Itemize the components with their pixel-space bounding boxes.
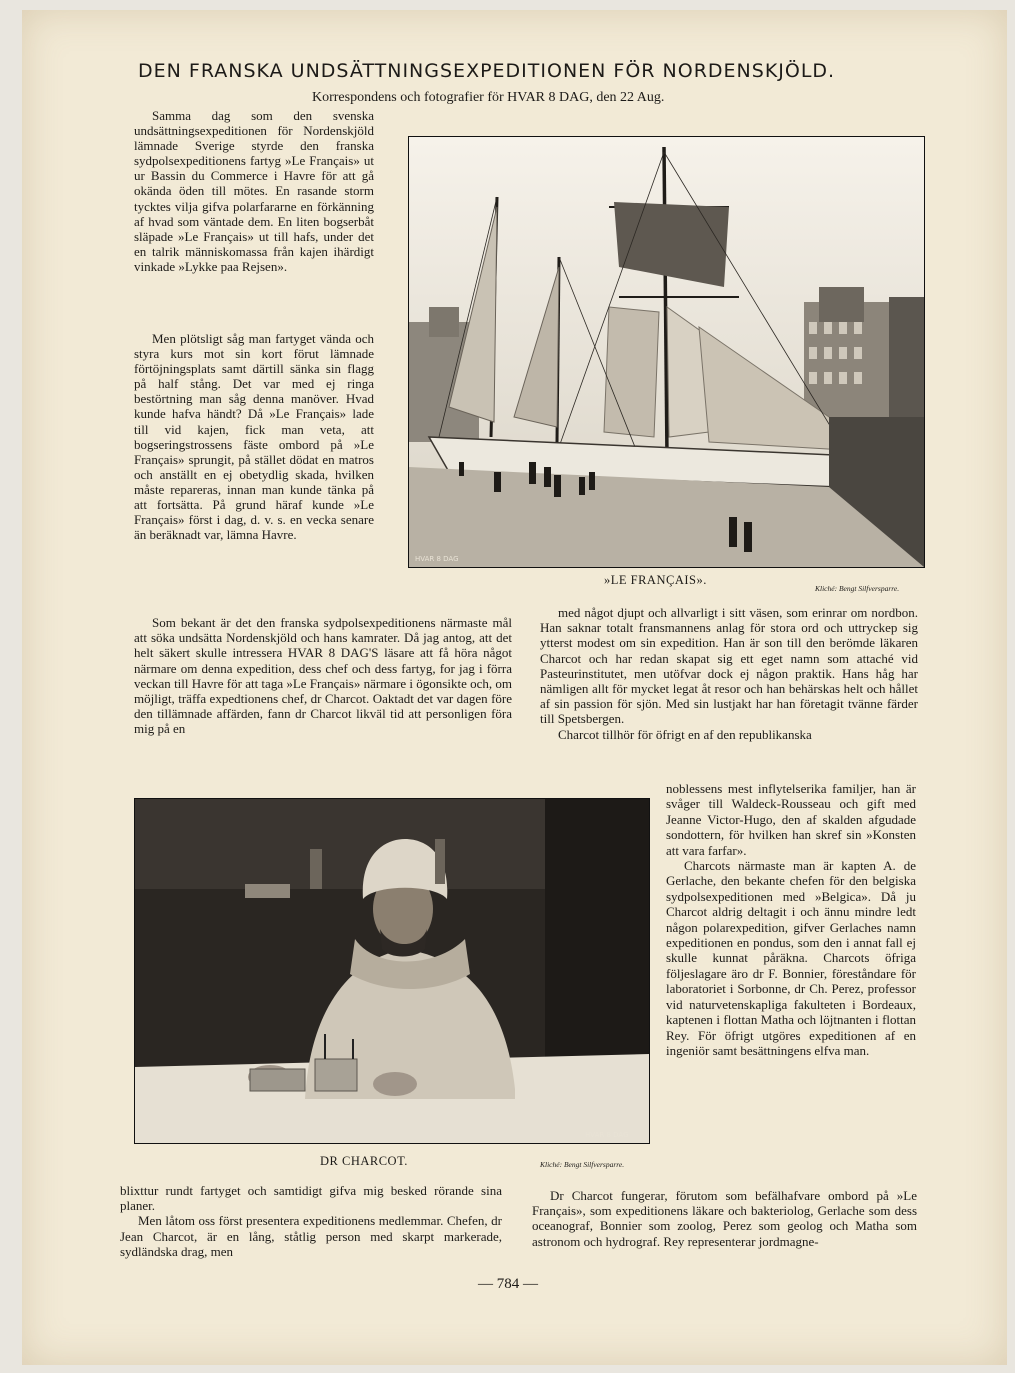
paragraph: Charcot tillhör för öfrigt en af den republikanska: [558, 726, 812, 742]
page-number: — 784 —: [478, 1276, 538, 1292]
paragraph: Som bekant är det den franska sydpolsexpeditionens närmaste mål att söka undsätta Nordenskjöld och hans kamrater. Då jag antog, att det helt säkert skulle intressera HVAR 8 DAG'S läsare att få höra något närmare om denna expedition, dess chef och dess fartyg, for jag i förra veckan till Havre för att taga »Le Français» närmare i ögonsikte och, om möjligt, träffa expedtionens chef, dr Charcot. Oaktadt det var dagen före den tillämnade affärden, fann dr Charcot likväl tid att personligen föra mig på en: [134, 615, 512, 737]
paragraph: med något djupt och allvarligt i sitt väsen, som erinrar om nordbon. Han saknar totalt fransmannens anlag för stora ord och uttryckер sig ytterst modest om sin expedition. Han är son till den berömde läkaren Charcot och har redan skapat sig ett eget namn som attaché vid Pasteurinstitutet, men utöfvar dock ej någon praktik. Hans håg har nämligen allt för mycket legat åt resor och han behärskas helt och hållet af sin passion för sjön. Med sin lustjakt har han företagit tvänne färder till Spetsbergen.: [540, 605, 918, 727]
ship-caption: »LE FRANÇAIS».: [604, 573, 707, 587]
paragraph: Charcots närmaste man är kapten A. de Gerlache, den bekante chefen för den belgiska sydpolsexpeditionen med »Belgica». Då ju Charcot aldrig deltagit i och ännu mindre ledt någon polarexpedition, gifver Gerlaches namn expeditionen en pondus, som den i annat fall ej skulle kunnat påräkna. Charcots öfriga följeslagare äro dr F. Bonnier, föreståndare för laboratoriet i Sorbonne, dr Ch. Perez, professor vid naturvetenskapliga fakulteten i Bordeaux, kaptenen i flottan Matha och löjtnanten i flottan Rey. För öfrigt utgöres expeditionen af en ingeniör samt besättningens elfva man.: [666, 858, 916, 1058]
ship-illustration: [409, 137, 924, 567]
charcot-photo-watermark: HVAR 8 DAG: [585, 1131, 629, 1139]
column-left-lower: [134, 615, 512, 737]
column-left-intro: [134, 108, 374, 274]
ship-photo-watermark: HVAR 8 DAG: [415, 555, 459, 563]
ship-photo-credit: Kliché: Bengt Silfversparre.: [815, 584, 900, 593]
column-right-top: [540, 605, 918, 742]
ship-photograph: [408, 136, 925, 568]
column-left-middle: [134, 331, 374, 542]
paragraph: Men plötsligt såg man fartyget vända och styra kurs mot sin kort förut lämnade förtöjningsplats samt därtill sänka sin flagg på half stång. Det var med ej ringa bestörtning man såg denna manöver. Hvad kunde hafva händt? Då »Le Français» lade till vid kajen, fick man veta, att bogseringstrossens fäste ombord på »Le Français» sprungit, på stället dödat en matros och anställt en ej obetydlig skada, hvilken måste repareras, innan man kunde tänka på att fortsätta. På grund häraf kunde »Le Français» först i dag, d. v. s. en vecka senare än beräknadt var, lämna Havre.: [134, 331, 374, 543]
paragraph: Men låtom oss först presentera expeditionens medlemmar. Chefen, dr Jean Charcot, är en lång, ståtlig person med skarpt markerade, sydländska drag, men: [120, 1213, 502, 1259]
charcot-caption: DR CHARCOT.: [320, 1154, 408, 1168]
paragraph: blixttur rundt fartyget och samtidigt gifva mig besked rörande sina planer.: [120, 1183, 502, 1214]
paragraph: Dr Charcot fungerar, förutom som befälhafvare ombord på »Le Français», som expeditionens läkare och bakteriolog, Gerlache som dess oceanograf, Bonnier som zoolog, Perez som geolog och Matha som astronom och hydrograf. Rey representerar jordmagne-: [532, 1188, 917, 1249]
charcot-illustration: [135, 799, 649, 1143]
paragraph: Samma dag som den svenska undsättningsexpeditionen för Nordenskjöld lämnade Sverige styrde den franska sydpolsexpeditionens fartyg »Le Français» ut ur Bassin du Commerce i Havre för att gå okända öden till mötes. En rasande storm tycktes vilja gifva polarfararne en förkänning af hvad som väntade dem. En liten bogserbåt släpade »Le Français» ut till hafs, under det en talrik människomassa från kajen ihärdigt vinkade »Lykke paa Rejsen».: [134, 108, 374, 274]
article-subtitle: Korrespondens och fotografier för HVAR 8 DAG, den 22 Aug.: [312, 90, 665, 105]
charcot-photo-credit: Kliché: Bengt Silfversparre.: [540, 1160, 625, 1169]
column-right-narrow: [666, 781, 916, 1058]
charcot-photograph: [134, 798, 650, 1144]
article-title: DEN FRANSKA UNDSÄTTNINGSEXPEDITIONEN FÖR NORDENSKJÖLD.: [138, 60, 836, 82]
column-left-bottom: [120, 1183, 502, 1259]
paragraph: noblessens mest inflytelserika familjer, han är svåger till Waldeck-Rousseau och gift med Jeanne Victor-Hugo, den af skalden afgudade sondottern, för hvilken han skref sin »Konsten att vara farfar».: [666, 781, 916, 858]
column-right-bottom: [532, 1188, 917, 1249]
